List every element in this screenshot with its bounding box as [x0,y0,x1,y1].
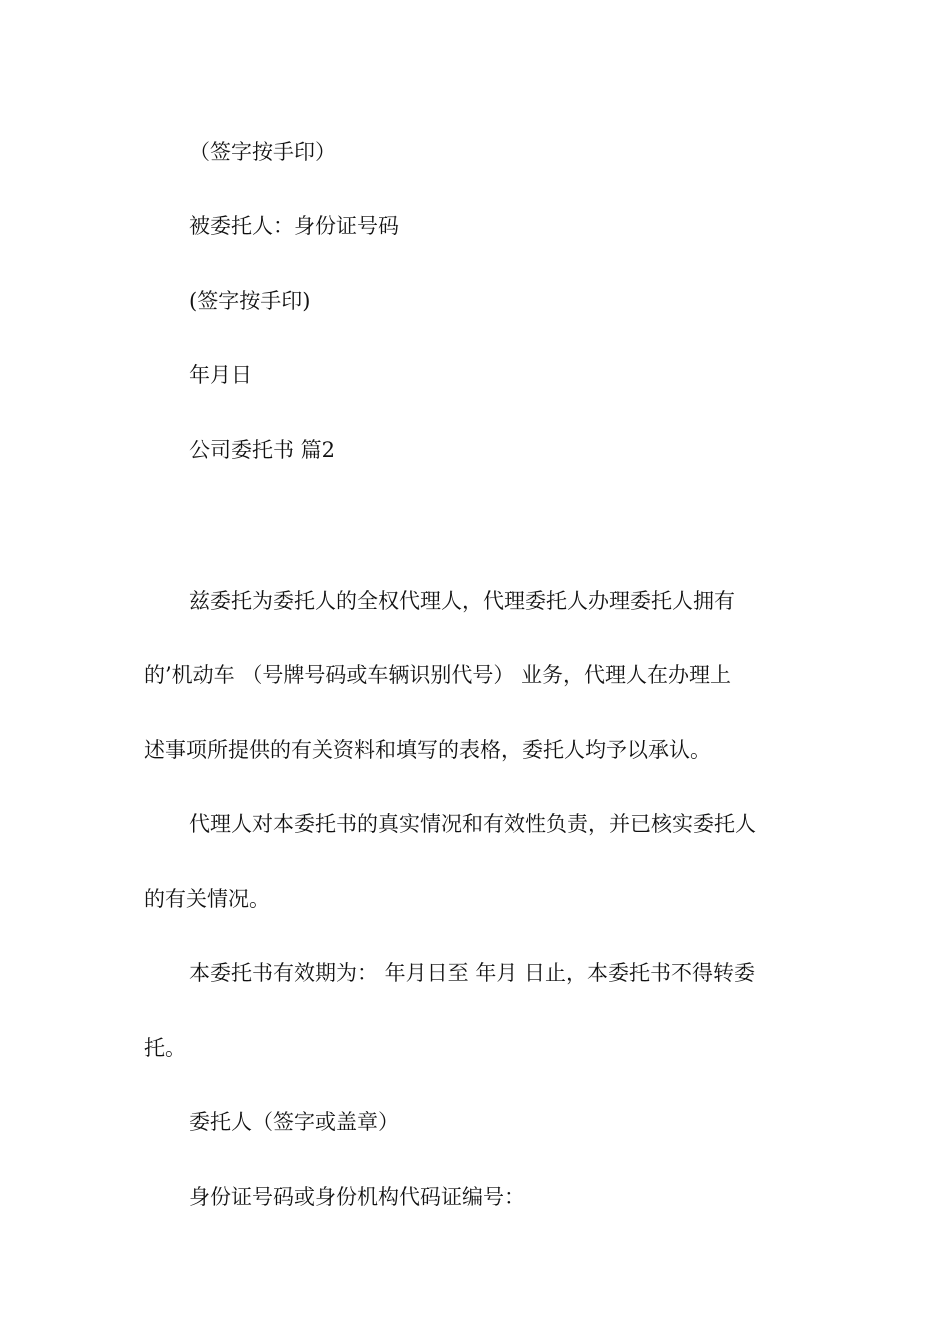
validity-line-2: 托。 [144,1036,186,1060]
paragraph-2-line-1: 代理人对本委托书的真实情况和有效性负责，并已核实委托人 [189,812,756,836]
sign-fingerprint-note-2: (签字按手印) [189,289,311,313]
validity-line-1: 本委托书有效期为： 年月日至 年月 日止，本委托书不得转委 [189,961,756,985]
paragraph-1-line-3: 述事项所提供的有关资料和填写的表格，委托人均予以承认。 [144,738,711,762]
paragraph-1-line-1: 兹委托为委托人的全权代理人，代理委托人办理委托人拥有 [189,589,735,613]
section-heading: 公司委托书 篇2 [189,438,336,462]
paragraph-1-line-2: 的’机动车 （号牌号码或车辆识别代号） 业务，代理人在办理上 [144,663,732,687]
date-line: 年月日 [189,363,252,387]
trustee-id-label: 被委托人：身份证号码 [189,214,399,238]
id-number-label: 身份证号码或身份机构代码证编号： [189,1185,525,1209]
paragraph-2-line-2: 的有关情况。 [144,887,270,911]
principal-signature-label: 委托人（签字或盖章） [189,1110,399,1134]
sign-fingerprint-note-1: （签字按手印） [189,140,336,164]
